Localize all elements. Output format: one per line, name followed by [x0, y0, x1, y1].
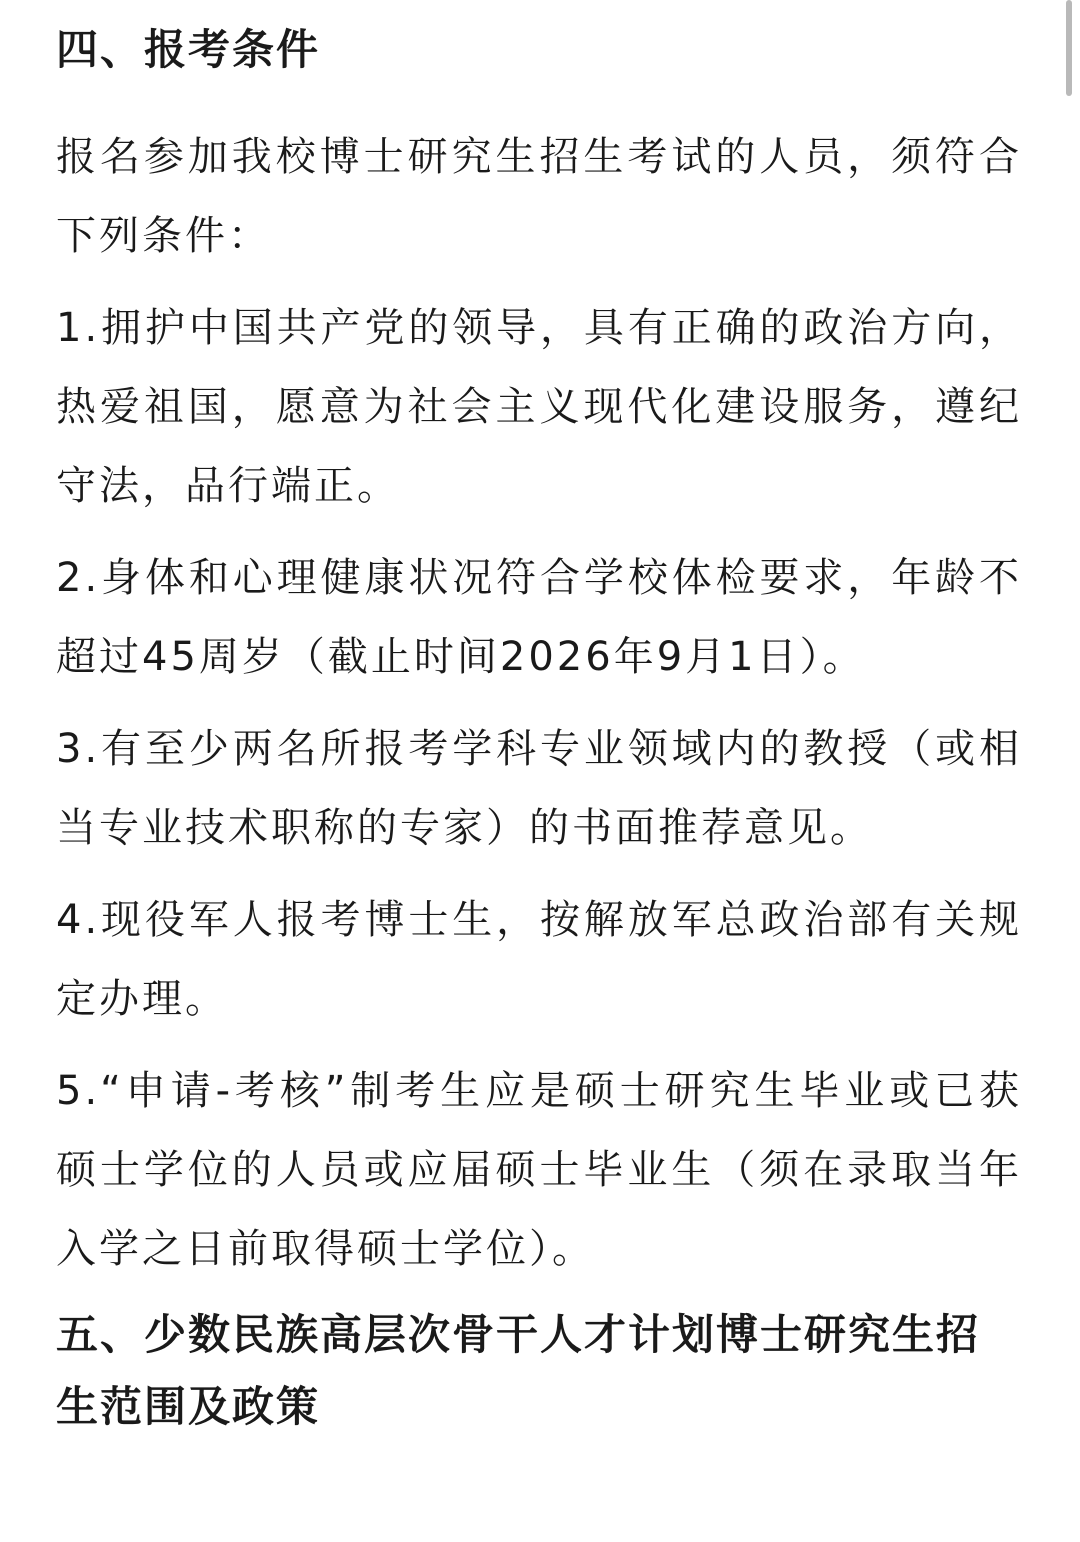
scrollbar-thumb[interactable] — [1066, 0, 1072, 96]
section-heading-4: 四、报考条件 — [56, 25, 321, 74]
condition-item-1: 1.拥护中国共产党的领导，具有正确的政治方向，热爱祖国，愿意为社会主义现代化建设服务，遵纪守法，品行端正。 — [56, 305, 1022, 509]
condition-item-3: 3.有至少两名所报考学科专业领域内的教授（或相当专业技术职称的专家）的书面推荐意见。 — [56, 726, 1022, 851]
condition-item-5: 5.“申请-考核”制考生应是硕士研究生毕业或已获硕士学位的人员或应届硕士毕业生（须在录取当年入学之日前取得硕士学位）。 — [56, 1068, 1022, 1272]
condition-item-2: 2.身体和心理健康状况符合学校体检要求，年龄不超过45周岁（截止时间2026年9月1日）。 — [56, 555, 1022, 680]
section-heading-5: 五、少数民族高层次骨干人才计划博士研究生招生范围及政策 — [56, 1310, 981, 1431]
condition-item-4: 4.现役军人报考博士生，按解放军总政治部有关规定办理。 — [56, 897, 1022, 1022]
intro-paragraph: 报名参加我校博士研究生招生考试的人员，须符合下列条件： — [56, 134, 1022, 259]
